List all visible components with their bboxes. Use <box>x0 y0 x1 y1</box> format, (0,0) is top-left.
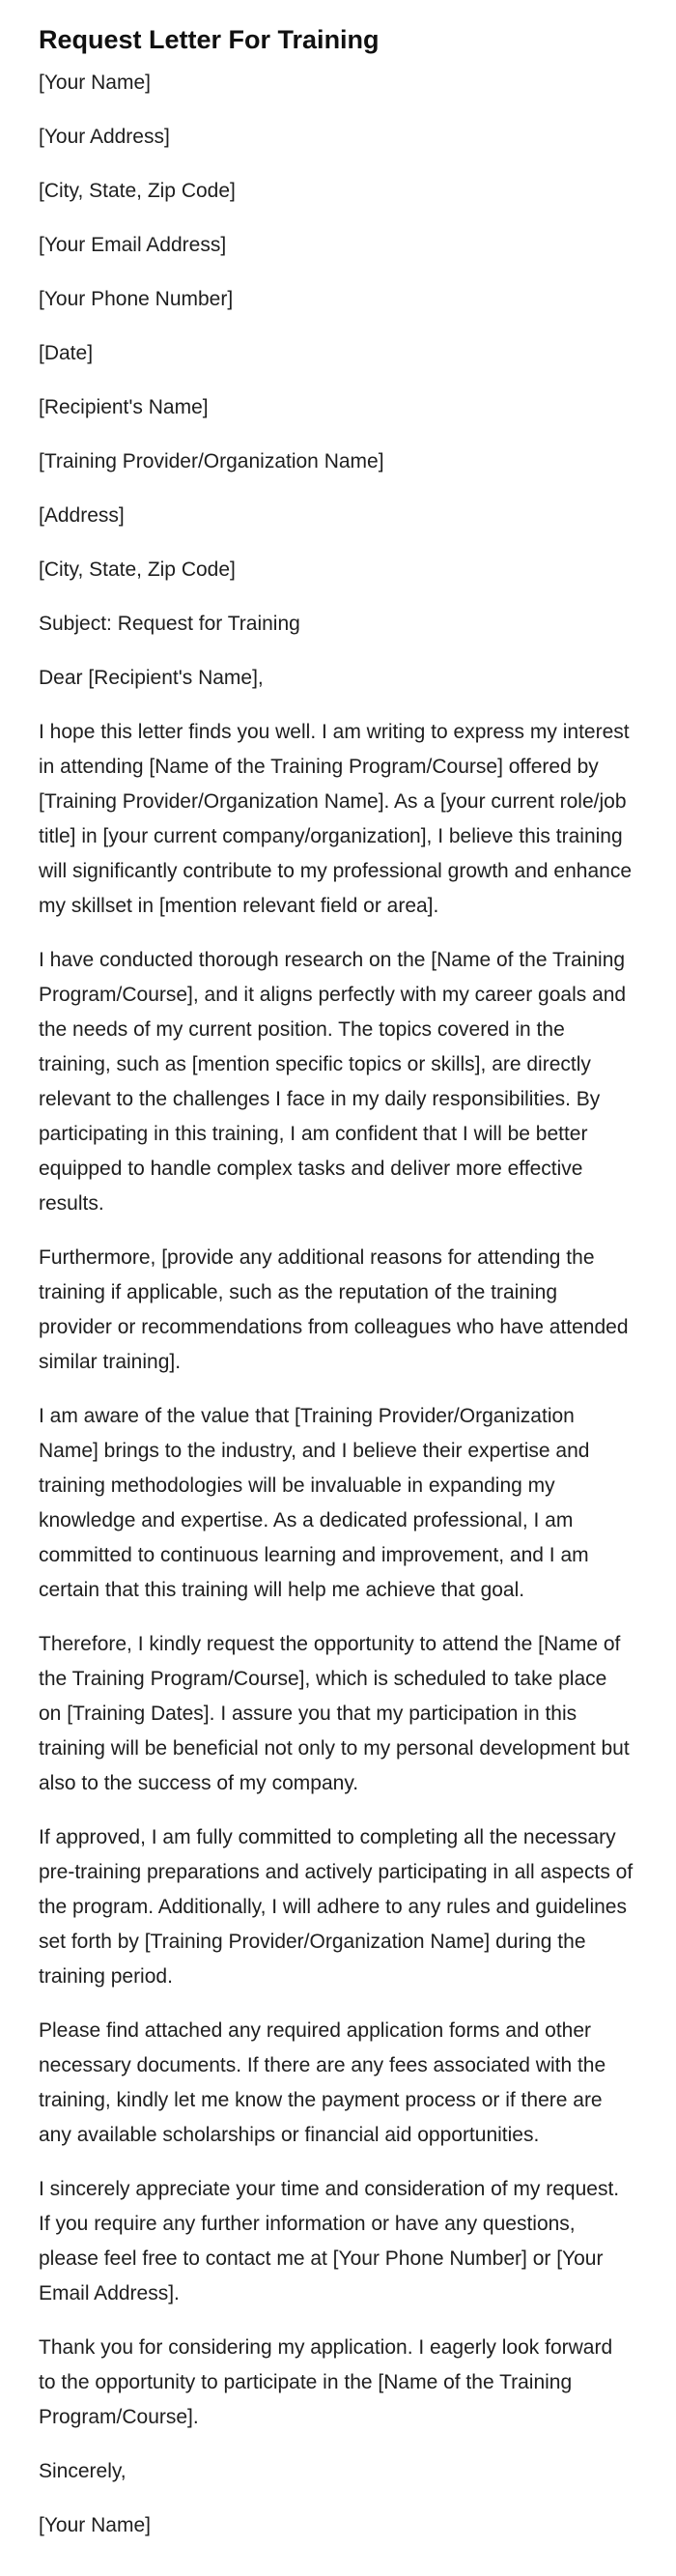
signature-name: [Your Name] <box>39 2514 151 2536</box>
recipient-name: [Recipient's Name] <box>39 396 209 418</box>
recipient-address: [Address] <box>39 504 125 527</box>
body-paragraph: Please find attached any required application forms and other necessary documents. If there are any fees associated with the training, kindly let me know the payment process or if there are any available scholarships or financial aid opportunities. <box>39 2019 606 2146</box>
recipient-city-state-zip: [City, State, Zip Code] <box>39 558 236 581</box>
recipient-organization: [Training Provider/Organization Name] <box>39 450 384 472</box>
body-paragraph: I sincerely appreciate your time and consideration of my request. If you require any further information or have any questions, please feel free to contact me at [Your Phone Number] or [Your Email Address]. <box>39 2178 620 2304</box>
subject-line: Subject: Request for Training <box>39 613 300 635</box>
body-paragraph: Furthermore, [provide any additional reasons for attending the training if applicable, such as the reputation of the training provider or recommendations from colleagues who have attended similar training]. <box>39 1246 629 1373</box>
letter-date: [Date] <box>39 342 94 364</box>
body-paragraph: I have conducted thorough research on the [Name of the Training Program/Course], and it aligns perfectly with my career goals and the needs of my current position. The topics covered in the training, such as [mention specific topics or skills], are directly relevant to the challenges I face in my daily responsibilities. By participating in this training, I am confident that I will be better equipped to handle complex tasks and deliver more effective results. <box>39 949 627 1215</box>
sender-name: [Your Name] <box>39 72 151 94</box>
body-paragraph: Thank you for considering my application. I eagerly look forward to the opportunity to participate in the [Name of the Training Program/Course]. <box>39 2336 613 2428</box>
sender-city-state-zip: [City, State, Zip Code] <box>39 180 236 202</box>
body-paragraph: Therefore, I kindly request the opportunity to attend the [Name of the Training Program/Course], which is scheduled to take place on [Training Dates]. I assure you that my participation in this training will be beneficial not only to my personal development but also to the success of my company. <box>39 1633 630 1794</box>
sender-email: [Your Email Address] <box>39 234 227 256</box>
body-paragraph: I hope this letter finds you well. I am writing to express my interest in attending [Name of the Training Program/Course] offered by [Training Provider/Organization Name]. As a [your current role/job title] in [your current company/organization], I believe this training will significantly contribute to my professional growth and enhance my skillset in [mention relevant field or area]. <box>39 721 632 917</box>
body-paragraph: If approved, I am fully committed to completing all the necessary pre-training preparations and actively participating in all aspects of the program. Additionally, I will adhere to any rules and guidelines set forth by [Training Provider/Organization Name] during the training period. <box>39 1826 634 1988</box>
sender-address: [Your Address] <box>39 126 170 148</box>
closing: Sincerely, <box>39 2460 127 2482</box>
sender-phone: [Your Phone Number] <box>39 288 234 310</box>
salutation: Dear [Recipient's Name], <box>39 667 264 689</box>
body-paragraph: I am aware of the value that [Training Provider/Organization Name] brings to the industry, and I believe their expertise and training methodologies will be invaluable in expanding my knowledge and expertise. As a dedicated professional, I am committed to continuous learning and improvement, and I am certain that this training will help me achieve that goal. <box>39 1405 590 1601</box>
document-title: Request Letter For Training <box>39 25 380 54</box>
